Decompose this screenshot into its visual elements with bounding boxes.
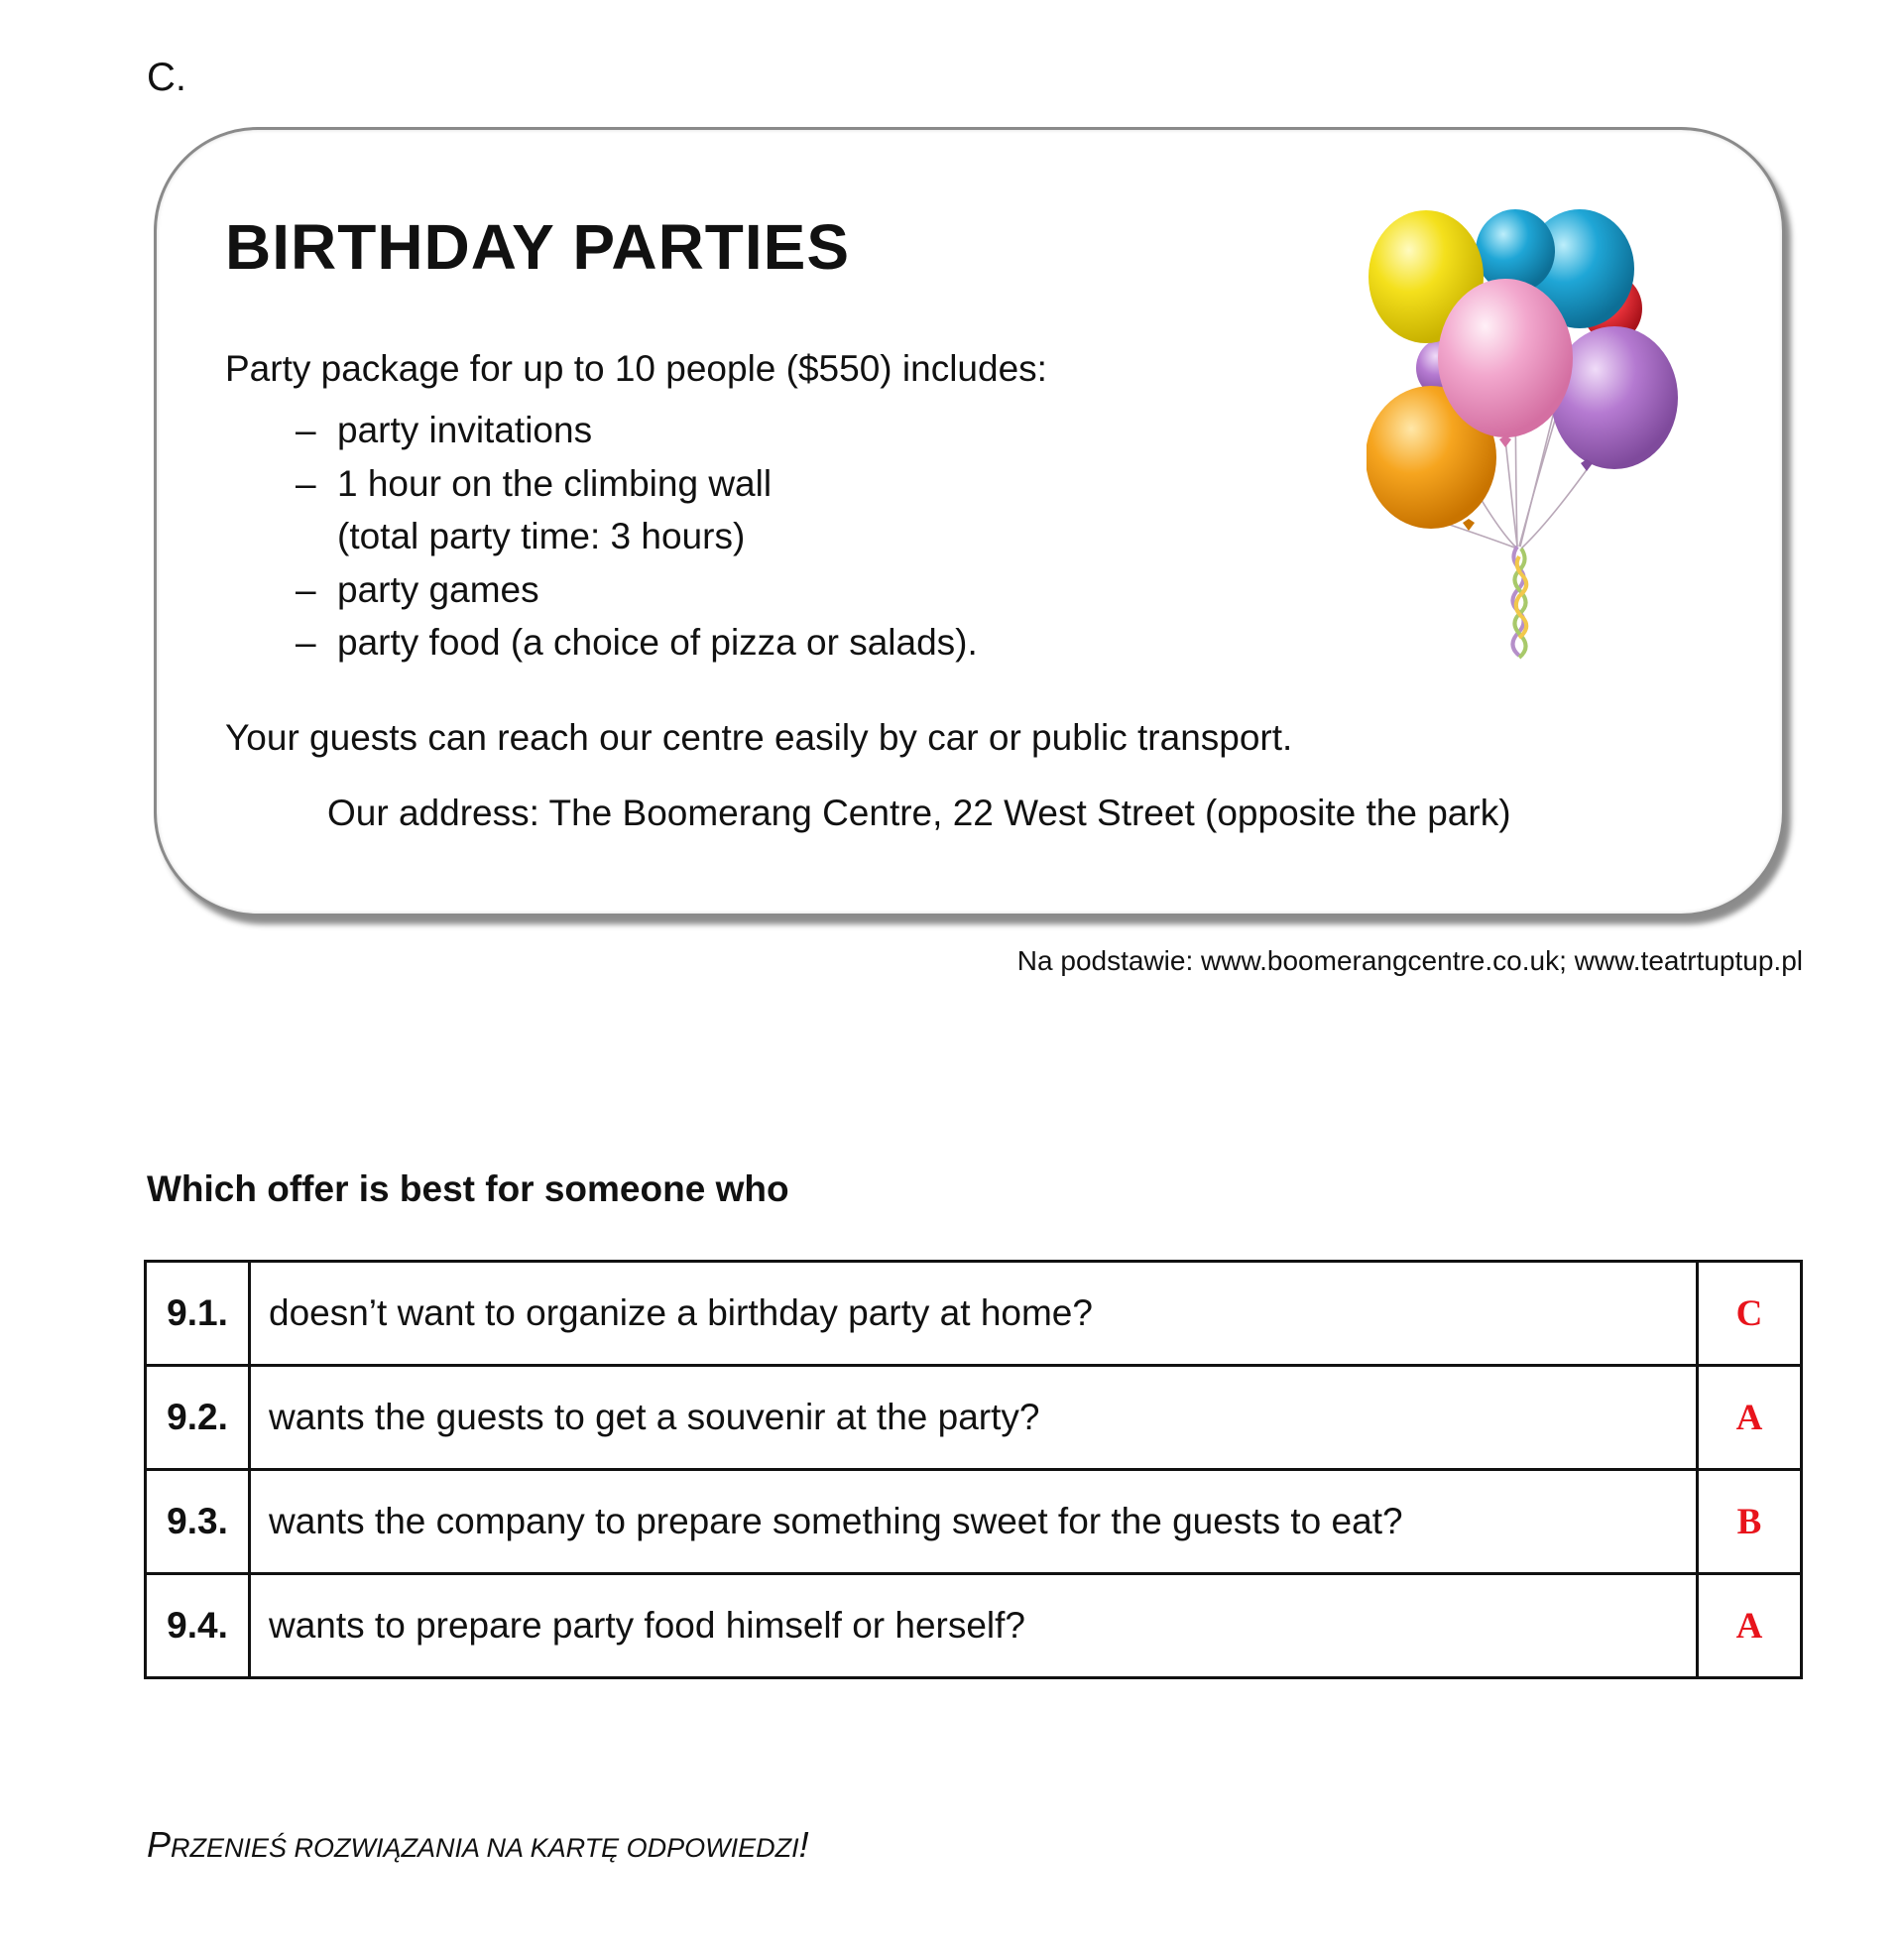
advert-intro: Party package for up to 10 people ($550) includes: (225, 348, 1047, 389)
question-text: doesn’t want to organize a birthday party at home? (250, 1262, 1698, 1366)
list-item-text: party food (a choice of pizza or salads). (337, 622, 978, 663)
advert-transport-text: Your guests can reach our centre easily by car or public transport. (225, 717, 1293, 758)
question-number: 9.1. (146, 1262, 250, 1366)
footer-part: P (147, 1824, 172, 1865)
footer-part: ! (798, 1824, 809, 1865)
question-text: wants the guests to get a souvenir at the party? (250, 1366, 1698, 1470)
answer-cell: C (1698, 1262, 1802, 1366)
question-text: wants the company to prepare something sweet for the guests to eat? (250, 1470, 1698, 1574)
table-row (146, 1574, 1802, 1678)
dash-bullet: – (296, 622, 316, 663)
footer-part: KARTĘ (530, 1833, 627, 1863)
list-item-text: party invitations (337, 410, 593, 450)
table-row (146, 1470, 1802, 1574)
list-item-text: party games (337, 568, 539, 610)
question-number: 9.3. (146, 1470, 250, 1574)
footer-part: ODPOWIEDZI (626, 1833, 799, 1863)
question-text: wants to prepare party food himself or herself? (250, 1574, 1698, 1678)
dash-bullet: – (296, 568, 316, 610)
answer-cell: A (1698, 1366, 1802, 1470)
footer-part: NA (486, 1833, 531, 1863)
balloons-image (1367, 189, 1714, 705)
advert-title: BIRTHDAY PARTIES (225, 211, 851, 283)
questions-table (144, 1260, 1803, 1679)
question-number: 9.2. (146, 1366, 250, 1470)
answer-cell: B (1698, 1470, 1802, 1574)
dash-bullet: – (296, 462, 316, 504)
answer-cell: A (1698, 1574, 1802, 1678)
dash-bullet: – (296, 410, 316, 450)
list-item-text: (total party time: 3 hours) (337, 516, 746, 556)
list-item (296, 563, 978, 617)
table-row (146, 1262, 1802, 1366)
section-letter: C. (147, 56, 186, 99)
transfer-instruction (147, 1824, 809, 1865)
list-item (296, 616, 978, 670)
question-number: 9.4. (146, 1574, 250, 1678)
list-item (296, 404, 978, 457)
footer-part: ROZWIĄZANIA (294, 1833, 487, 1863)
list-item-text: 1 hour on the climbing wall (337, 462, 773, 504)
source-note: Na podstawie: www.boomerangcentre.co.uk; www.teatrtuptup.pl (1016, 945, 1803, 976)
list-item-continuation (296, 510, 978, 563)
question-lead: Which offer is best for someone who (147, 1168, 789, 1209)
advert-package-list (296, 404, 978, 670)
table-row (146, 1366, 1802, 1470)
advert-box (154, 127, 1785, 917)
advert-address: Our address: The Boomerang Centre, 22 West Street (opposite the park) (327, 793, 1511, 833)
list-item (296, 457, 978, 511)
footer-part: RZENIEŚ (171, 1833, 295, 1863)
